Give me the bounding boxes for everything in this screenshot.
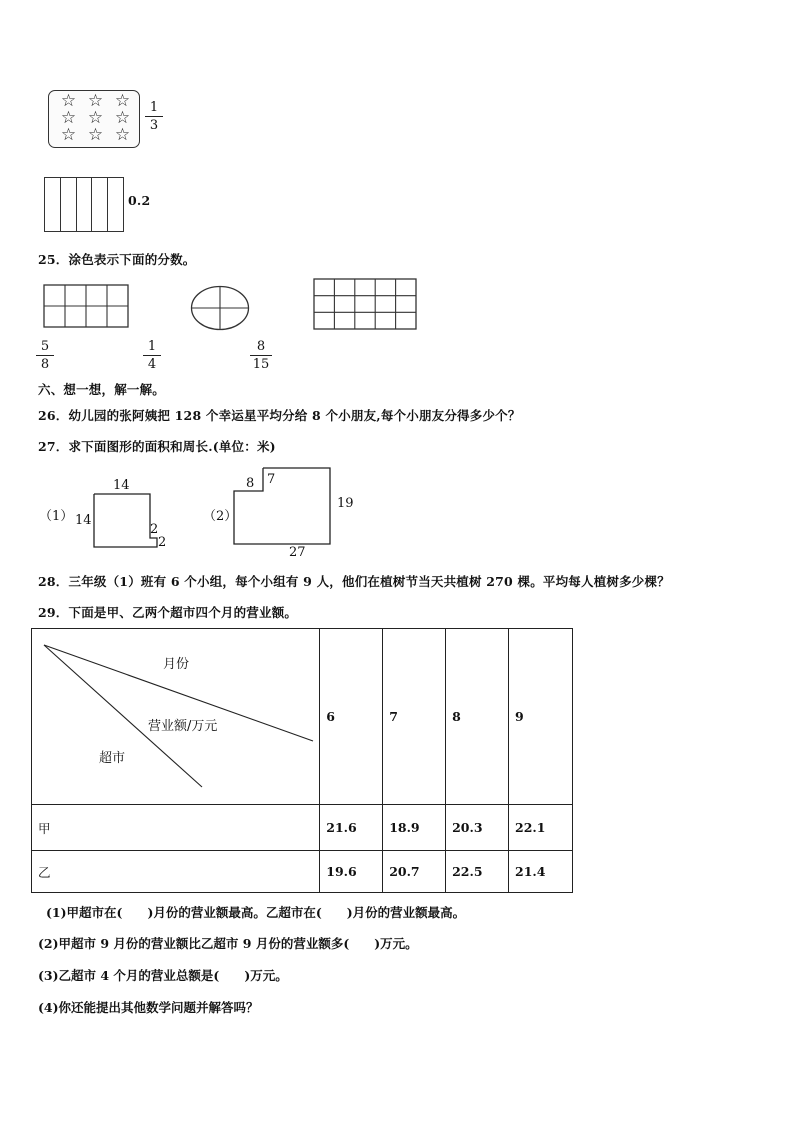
star-icon: ☆ (60, 125, 77, 145)
header-store: 超市 (99, 751, 126, 766)
star-icon: ☆ (60, 108, 77, 128)
fig2-label: （2） (203, 509, 238, 524)
star-grid (55, 93, 135, 144)
store-cell: 甲 (32, 805, 320, 851)
sales-table (31, 628, 573, 893)
fraction-8-15: 8 15 (250, 339, 272, 372)
fig1-notch-v-label: 2 (150, 522, 159, 537)
grid-8 (43, 284, 129, 332)
month-cell: 9 (509, 629, 573, 805)
fig2-right-label: 19 (337, 496, 354, 511)
oval-4 (190, 285, 250, 335)
month-cell: 8 (446, 629, 509, 805)
star-icon: ☆ (87, 91, 104, 111)
value-cell: 20.3 (446, 805, 509, 851)
value-cell: 21.4 (509, 851, 573, 893)
value-cell: 18.9 (383, 805, 446, 851)
value-cell: 21.6 (320, 805, 383, 851)
star-fraction: 1 3 (145, 100, 163, 133)
star-icon: ☆ (60, 91, 77, 111)
table-row (32, 851, 573, 893)
table-header-row (32, 629, 573, 805)
fig2-notch-v-label: 8 (246, 476, 255, 491)
fig2-notch-h-label: 7 (267, 472, 276, 487)
star-icon: ☆ (87, 125, 104, 145)
star-icon: ☆ (114, 108, 131, 128)
bar-rectangle (44, 177, 124, 232)
value-cell: 20.7 (383, 851, 446, 893)
q25-title: 25．涂色表示下面的分数。 (38, 252, 196, 267)
value-cell: 22.1 (509, 805, 573, 851)
diagonal-header-cell (32, 629, 320, 805)
q29-sub1: (1)甲超市在( )月份的营业额最高。乙超市在( )月份的营业额最高。 (46, 905, 466, 920)
fig1-left-label: 14 (75, 513, 92, 528)
q26-text: 26．幼儿园的张阿姨把 128 个幸运星平均分给 8 个小朋友,每个小朋友分得多少个？ (38, 408, 521, 423)
q29-sub4: (4)你还能提出其他数学问题并解答吗？ (38, 1000, 259, 1015)
grid-15 (313, 278, 417, 334)
q28-text: 28．三年级（1）班有 6 个小组，每个小组有 9 人，他们在植树节当天共植树 270 棵。平均每人植树多少棵？ (38, 574, 670, 589)
fig2-bottom-label: 27 (289, 545, 306, 560)
fig1-notch-h-label: 2 (158, 535, 167, 550)
star-icon: ☆ (114, 91, 131, 111)
fig1-label: （1） (39, 509, 74, 524)
fraction-5-8: 5 8 (36, 339, 54, 372)
fig1-top-label: 14 (113, 478, 130, 493)
month-cell: 7 (383, 629, 446, 805)
month-cell: 6 (320, 629, 383, 805)
star-box (48, 90, 140, 148)
star-icon: ☆ (87, 108, 104, 128)
table-row (32, 805, 573, 851)
value-cell: 19.6 (320, 851, 383, 893)
q27-title: 27．求下面图形的面积和周长.(单位：米) (38, 439, 276, 454)
star-icon: ☆ (114, 125, 131, 145)
value-cell: 22.5 (446, 851, 509, 893)
section-6-title: 六、想一想，解一解。 (38, 382, 166, 397)
store-cell: 乙 (32, 851, 320, 893)
fig2-shape (230, 460, 340, 554)
header-amount: 营业额/万元 (148, 719, 218, 734)
bar-label: 0.2 (128, 193, 151, 208)
q29-sub2: (2)甲超市 9 月份的营业额比乙超市 9 月份的营业额多( )万元。 (38, 936, 418, 951)
fraction-1-4: 1 4 (143, 339, 161, 372)
q29-sub3: (3)乙超市 4 个月的营业总额是( )万元。 (38, 968, 288, 983)
header-month: 月份 (163, 657, 190, 672)
q29-title: 29．下面是甲、乙两个超市四个月的营业额。 (38, 605, 298, 620)
